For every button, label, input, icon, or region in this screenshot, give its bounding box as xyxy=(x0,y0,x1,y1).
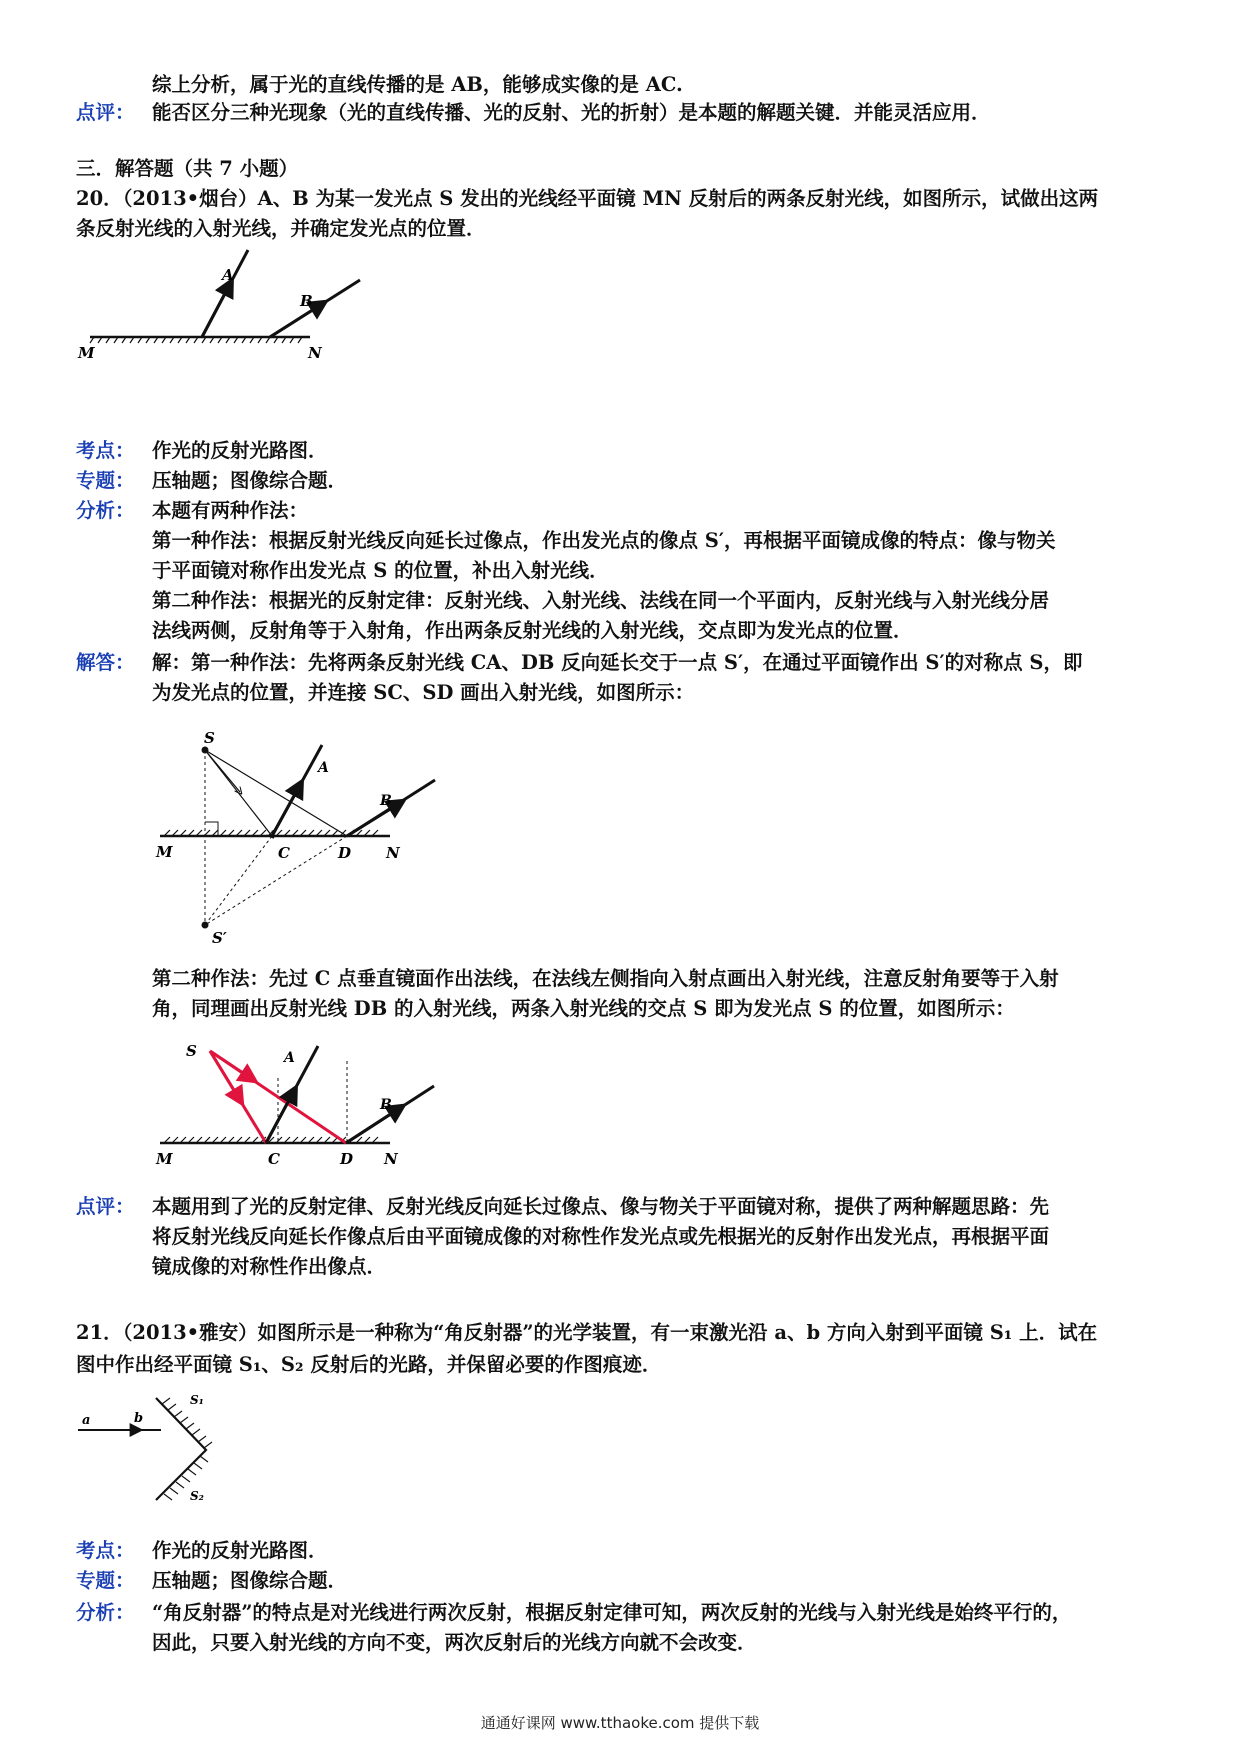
q20-fenxi-line: 法线两侧，反射角等于入射角，作出两条反射光线的入射光线，交点即为发光点的位置． xyxy=(152,619,913,642)
q20-jieda-line: 解：第一种作法：先将两条反射光线 CA、DB 反向延长交于一点 S′，在通过平面镜作出 S′的对称点 S，即 xyxy=(152,651,1083,674)
summary-text: 综上分析，属于光的直线传播的是 AB，能够成实像的是 AC. xyxy=(152,73,683,96)
page-footer: 通通好课网 www.tthaoke.com 提供下载 xyxy=(480,1714,760,1732)
label-a-ray: a xyxy=(82,1413,91,1428)
q20-figure-method2 xyxy=(150,1036,450,1171)
q20-fenxi-line: 第二种作法：根据光的反射定律：反射光线、入射光线、法线在同一个平面内，反射光线与入射光线分居 xyxy=(152,589,1050,612)
label-b: B xyxy=(300,292,313,310)
label-s2: S₂ xyxy=(190,1489,204,1503)
q21-kaodian: 作光的反射光路图． xyxy=(152,1539,328,1562)
label-s1: S₁ xyxy=(190,1393,204,1407)
q21-stem-line2: 图中作出经平面镜 S₁、S₂ 反射后的光路，并保留必要的作图痕迹． xyxy=(76,1353,662,1376)
q20-zhuanti-tag: 专题： xyxy=(76,469,135,492)
q21-zhuanti: 压轴题；图像综合题． xyxy=(152,1569,348,1592)
label-b-ray: b xyxy=(134,1411,144,1426)
label-s-prime: S′ xyxy=(212,929,227,947)
q21-fenxi-line: “角反射器”的特点是对光线进行两次反射，根据反射定律可知，两次反射的光线与入射光线是始终平行的， xyxy=(152,1601,1072,1624)
q20-fenxi-tag: 分析： xyxy=(76,499,135,522)
label-d: D xyxy=(338,844,352,862)
label-b: B xyxy=(380,1097,392,1113)
q21-kaodian-tag: 考点： xyxy=(76,1539,135,1562)
comment-tag: 点评： xyxy=(76,101,135,124)
label-s: S xyxy=(186,1042,197,1060)
q21-zhuanti-tag: 专题： xyxy=(76,1569,135,1592)
q20-fenxi-line: 第一种作法：根据反射光线反向延长过像点，作出发光点的像点 S′，再根据平面镜成像的特点：像与物关 xyxy=(152,529,1056,552)
q21-stem-line1: 21．（2013•雅安）如图所示是一种称为“角反射器”的光学装置，有一束激光沿 a、b 方向入射到平面镜 S₁ 上．试在 xyxy=(76,1321,1098,1344)
q20-method2-line: 角，同理画出反射光线 DB 的入射光线，两条入射光线的交点 S 即为发光点 S 的位置，如图所示： xyxy=(152,997,1015,1020)
label-b: B xyxy=(380,793,392,809)
label-m: M xyxy=(156,843,173,861)
q21-figure-corner-reflector xyxy=(78,1388,238,1513)
label-c: C xyxy=(278,844,290,862)
q20-stem-line1: 20．（2013•烟台）A、B 为某一发光点 S 发出的光线经平面镜 MN 反射后的两条反射光线，如图所示，试做出这两 xyxy=(76,187,1099,210)
label-a: A xyxy=(284,1050,295,1066)
label-n: N xyxy=(386,844,400,862)
q20-fenxi-line: 本题有两种作法： xyxy=(152,499,309,522)
q20-jieda-line: 为发光点的位置，并连接 SC、SD 画出入射光线，如图所示： xyxy=(152,681,695,704)
q20-jieda-tag: 解答： xyxy=(76,651,135,674)
q20-pingjia-line: 镜成像的对称性作出像点． xyxy=(152,1255,387,1278)
label-n: N xyxy=(384,1150,398,1168)
label-a: A xyxy=(318,760,329,776)
q21-fenxi-line: 因此，只要入射光线的方向不变，两次反射后的光线方向就不会改变． xyxy=(152,1631,757,1654)
comment-text: 能否区分三种光现象（光的直线传播、光的反射、光的折射）是本题的解题关键．并能灵活应用． xyxy=(152,101,991,124)
q20-method2-line: 第二种作法：先过 C 点垂直镜面作出法线，在法线左侧指向入射点画出入射光线，注意反射角要等于入射 xyxy=(152,967,1059,990)
q20-fenxi-line: 于平面镜对称作出发光点 S 的位置，补出入射光线． xyxy=(152,559,609,582)
label-d: D xyxy=(340,1150,354,1168)
q20-zhuanti: 压轴题；图像综合题． xyxy=(152,469,348,492)
q20-kaodian: 作光的反射光路图． xyxy=(152,439,328,462)
label-c: C xyxy=(268,1150,280,1168)
q20-pingjia-line: 本题用到了光的反射定律、反射光线反向延长过像点、像与物关于平面镜对称，提供了两种解题思路：先 xyxy=(152,1195,1050,1218)
label-m: M xyxy=(156,1150,173,1168)
q20-figure-mirror xyxy=(70,250,370,410)
q20-pingjia-tag: 点评： xyxy=(76,1195,135,1218)
q20-figure-method1 xyxy=(150,715,450,950)
label-m: M xyxy=(78,344,95,362)
q21-fenxi-tag: 分析： xyxy=(76,1601,135,1624)
label-s: S xyxy=(204,729,215,747)
section-title: 三．解答题（共 7 小题） xyxy=(76,157,299,180)
label-n: N xyxy=(308,344,322,362)
q20-pingjia-line: 将反射光线反向延长作像点后由平面镜成像的对称性作发光点或先根据光的反射作出发光点，再根据平面 xyxy=(152,1225,1050,1248)
q20-kaodian-tag: 考点： xyxy=(76,439,135,462)
label-a: A xyxy=(222,266,234,284)
q20-stem-line2: 条反射光线的入射光线，并确定发光点的位置． xyxy=(76,217,486,240)
